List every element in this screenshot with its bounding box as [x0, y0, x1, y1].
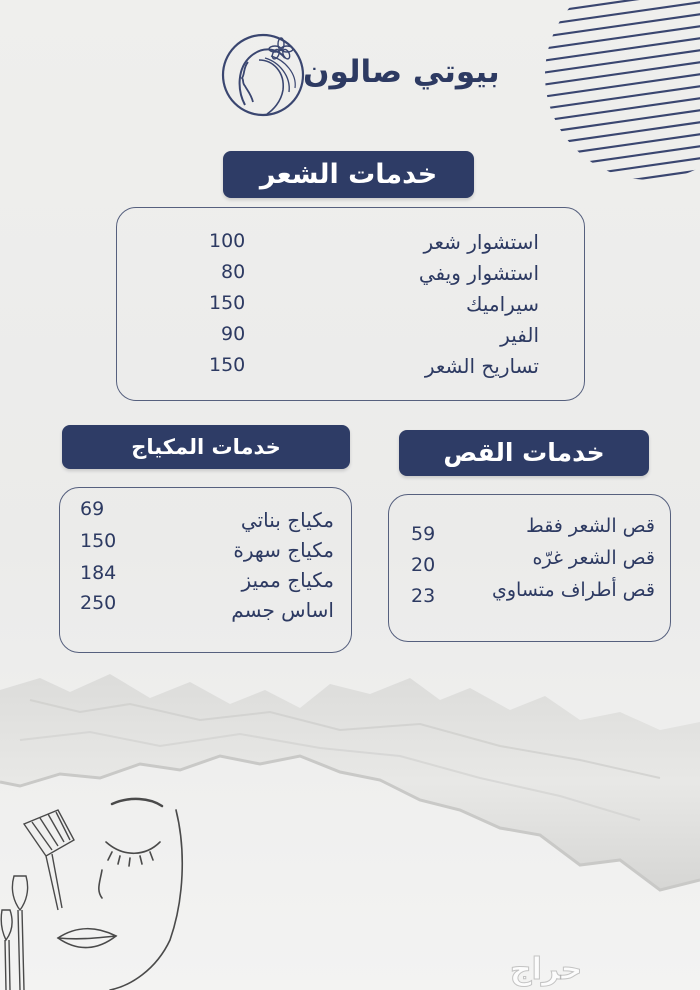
- item-name: مكياج بناتي: [240, 508, 334, 532]
- item-name: قص الشعر فقط: [526, 515, 655, 537]
- list-item: [80, 562, 334, 592]
- list-item: [411, 515, 655, 545]
- cut-services-list: [388, 494, 671, 642]
- fan-brush-icon: [24, 810, 74, 910]
- item-price: 69: [80, 498, 105, 520]
- item-price: 80: [221, 261, 246, 283]
- hair-services-list: [116, 207, 585, 401]
- item-name: قص أطراف متساوي: [492, 579, 655, 601]
- item-name: مكياج سهرة: [233, 538, 334, 562]
- list-item: [209, 354, 539, 384]
- makeup-face-sketch: [0, 790, 200, 990]
- item-price: 250: [80, 592, 117, 614]
- list-item: [209, 292, 539, 322]
- woman-profile-icon: [215, 30, 310, 120]
- striped-circle-decoration: [520, 0, 700, 200]
- list-item: [209, 323, 539, 353]
- list-item: [411, 579, 655, 609]
- item-name: قص الشعر غرّه: [532, 547, 655, 569]
- item-price: 23: [411, 585, 436, 607]
- item-price: 150: [209, 292, 246, 314]
- item-price: 90: [221, 323, 246, 345]
- list-item: [80, 592, 334, 622]
- watermark: حراج: [510, 952, 583, 987]
- item-name: استشوار ويفي: [418, 261, 539, 285]
- makeup-brush-icon: [1, 876, 27, 990]
- brand-name: بيوتي صالون: [303, 54, 500, 90]
- list-item: [80, 530, 334, 560]
- item-name: اساس جسم: [231, 598, 334, 622]
- item-name: مكياج مميز: [241, 568, 334, 592]
- salon-logo: [215, 30, 500, 120]
- list-item: [209, 230, 539, 260]
- item-price: 150: [209, 354, 246, 376]
- item-name: استشوار شعر: [423, 230, 539, 254]
- hair-services-title: خدمات الشعر: [223, 151, 474, 198]
- makeup-services-list: [59, 487, 352, 653]
- item-price: 100: [209, 230, 246, 252]
- makeup-services-title: خدمات المكياج: [62, 425, 350, 469]
- list-item: [411, 547, 655, 577]
- list-item: [80, 498, 334, 532]
- item-name: الفير: [500, 323, 539, 347]
- list-item: [209, 261, 539, 291]
- item-price: 20: [411, 554, 436, 576]
- item-name: تساريح الشعر: [424, 354, 539, 378]
- item-price: 59: [411, 523, 436, 545]
- item-price: 150: [80, 530, 117, 552]
- cut-services-title: خدمات القص: [399, 430, 649, 476]
- item-price: 184: [80, 562, 117, 584]
- item-name: سيراميك: [466, 292, 539, 316]
